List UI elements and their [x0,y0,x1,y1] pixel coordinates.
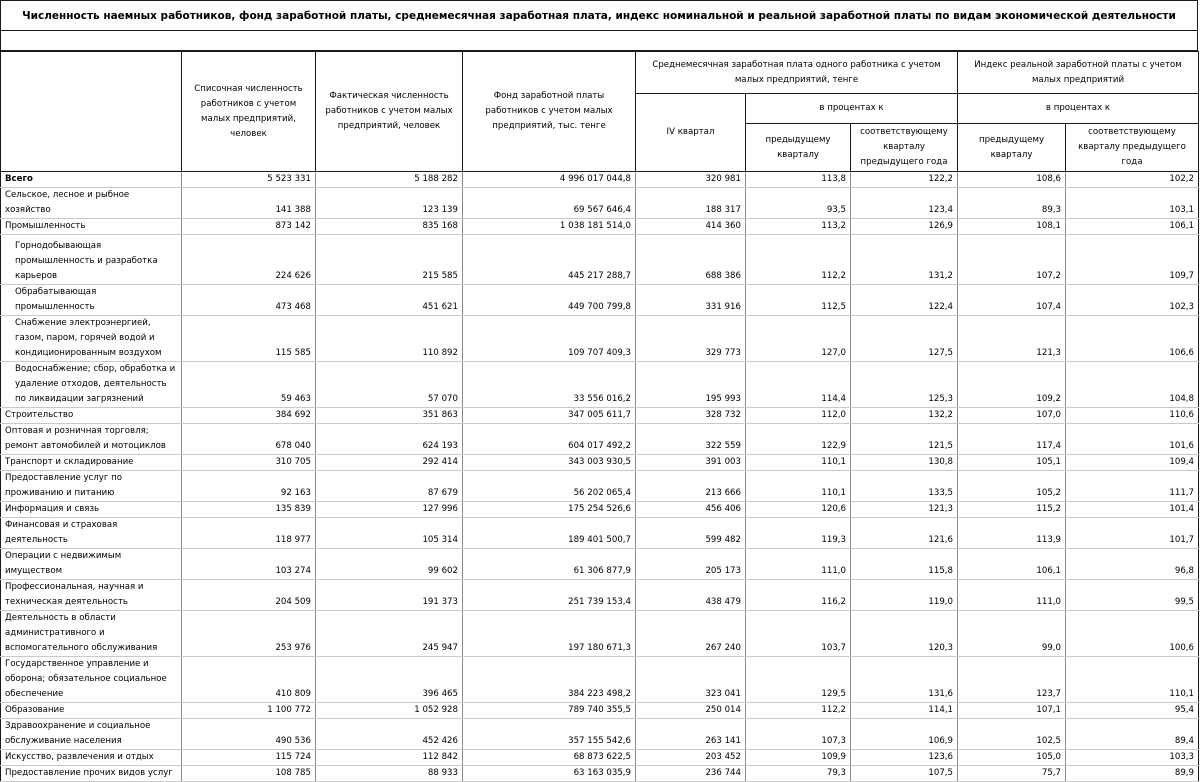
row-value-c2: 105 314 [316,518,463,549]
row-value-c6: 121,5 [851,424,958,455]
header-percent-to-real: в процентах к [958,94,1199,124]
row-value-c7: 105,0 [958,750,1066,766]
row-value-c8: 89,9 [1066,766,1199,782]
row-value-c7: 105,1 [958,455,1066,471]
row-value-c4: 236 744 [636,766,746,782]
row-activity-name: Информация и связь [1,502,182,518]
row-value-c2: 396 465 [316,657,463,703]
table-row [1,471,1199,502]
row-value-c2: 452 426 [316,719,463,750]
table-row [1,549,1199,580]
row-activity-name: Горнодобывающая промышленность и разработка карьеров [1,235,182,285]
header-payroll-fund: Фонд заработной платы работников с учетом малых предприятий, тыс. тенге [463,52,636,172]
row-value-c3: 33 556 016,2 [463,362,636,408]
row-value-c3: 4 996 017 044,8 [463,172,636,188]
row-value-c8: 109,4 [1066,455,1199,471]
row-value-c1: 384 692 [182,408,316,424]
row-value-c7: 111,0 [958,580,1066,611]
row-value-c5: 116,2 [746,580,851,611]
table-row [1,408,1199,424]
header-avg-wage-group: Среднемесячная заработная плата одного работника с учетом малых предприятий, тенге [636,52,958,94]
row-value-c8: 102,2 [1066,172,1199,188]
row-value-c2: 292 414 [316,455,463,471]
row-value-c4: 456 406 [636,502,746,518]
row-value-c4: 263 141 [636,719,746,750]
row-value-c6: 130,8 [851,455,958,471]
row-value-c3: 604 017 492,2 [463,424,636,455]
table-row [1,188,1199,219]
row-activity-name: Оптовая и розничная торговля; ремонт автомобилей и мотоциклов [1,424,182,455]
row-activity-name: Финансовая и страховая деятельность [1,518,182,549]
header-real-wage-group: Индекс реальной заработной платы с учетом малых предприятий [958,52,1199,94]
row-value-c5: 103,7 [746,611,851,657]
row-value-c7: 107,4 [958,285,1066,316]
row-value-c4: 328 732 [636,408,746,424]
row-value-c6: 123,4 [851,188,958,219]
row-value-c1: 59 463 [182,362,316,408]
row-value-c5: 110,1 [746,471,851,502]
header-percent-to: в процентах к [746,94,958,124]
row-value-c2: 123 139 [316,188,463,219]
spacer-row [0,31,1198,51]
row-activity-name: Искусство, развлечения и отдых [1,750,182,766]
row-value-c7: 102,5 [958,719,1066,750]
row-value-c6: 126,9 [851,219,958,235]
table-row [1,580,1199,611]
table-row [1,219,1199,235]
row-value-c6: 121,3 [851,502,958,518]
table-row [1,703,1199,719]
row-activity-name: Сельское, лесное и рыбное хозяйство [1,188,182,219]
row-value-c8: 103,1 [1066,188,1199,219]
row-value-c2: 110 892 [316,316,463,362]
row-value-c2: 351 863 [316,408,463,424]
row-value-c6: 131,2 [851,235,958,285]
row-value-c7: 99,0 [958,611,1066,657]
row-value-c6: 119,0 [851,580,958,611]
row-value-c7: 107,2 [958,235,1066,285]
table-row [1,285,1199,316]
row-value-c6: 121,6 [851,518,958,549]
row-value-c6: 133,5 [851,471,958,502]
row-value-c1: 410 809 [182,657,316,703]
row-value-c7: 106,1 [958,549,1066,580]
row-value-c1: 103 274 [182,549,316,580]
row-value-c4: 188 317 [636,188,746,219]
row-value-c3: 68 873 622,5 [463,750,636,766]
table-row [1,611,1199,657]
row-value-c3: 197 180 671,3 [463,611,636,657]
row-value-c4: 414 360 [636,219,746,235]
row-value-c8: 100,6 [1066,611,1199,657]
row-value-c5: 113,2 [746,219,851,235]
row-value-c2: 451 621 [316,285,463,316]
row-value-c5: 110,1 [746,455,851,471]
row-value-c5: 109,9 [746,750,851,766]
row-value-c7: 121,3 [958,316,1066,362]
table-row [1,172,1199,188]
row-value-c7: 117,4 [958,424,1066,455]
row-value-c7: 105,2 [958,471,1066,502]
table-row [1,316,1199,362]
row-value-c6: 132,2 [851,408,958,424]
row-value-c4: 320 981 [636,172,746,188]
row-value-c1: 115 585 [182,316,316,362]
row-value-c5: 107,3 [746,719,851,750]
row-value-c4: 205 173 [636,549,746,580]
row-value-c2: 245 947 [316,611,463,657]
header-prev-quarter: предыдущему кварталу [746,124,851,172]
row-activity-name: Строительство [1,408,182,424]
row-value-c5: 79,3 [746,766,851,782]
row-value-c2: 835 168 [316,219,463,235]
row-activity-name: Государственное управление и оборона; обязательное социальное обеспечение [1,657,182,703]
row-value-c1: 135 839 [182,502,316,518]
row-value-c4: 688 386 [636,235,746,285]
row-activity-name: Транспорт и складирование [1,455,182,471]
header-headcount: Списочная численность работников с учетом малых предприятий, человек [182,52,316,172]
row-value-c7: 109,2 [958,362,1066,408]
table-row [1,502,1199,518]
row-value-c6: 106,9 [851,719,958,750]
row-value-c8: 89,4 [1066,719,1199,750]
row-value-c5: 112,5 [746,285,851,316]
row-value-c8: 110,1 [1066,657,1199,703]
row-value-c7: 113,9 [958,518,1066,549]
row-value-c1: 115 724 [182,750,316,766]
row-value-c2: 57 070 [316,362,463,408]
row-value-c2: 87 679 [316,471,463,502]
row-value-c6: 122,2 [851,172,958,188]
row-value-c5: 113,8 [746,172,851,188]
row-value-c2: 127 996 [316,502,463,518]
row-value-c7: 123,7 [958,657,1066,703]
table-row [1,518,1199,549]
row-value-c8: 101,6 [1066,424,1199,455]
row-value-c1: 490 536 [182,719,316,750]
row-value-c7: 107,0 [958,408,1066,424]
row-value-c4: 329 773 [636,316,746,362]
row-activity-name: Образование [1,703,182,719]
row-value-c4: 213 666 [636,471,746,502]
row-value-c2: 88 933 [316,766,463,782]
row-value-c1: 108 785 [182,766,316,782]
table-row [1,766,1199,782]
table-header [1,52,1199,172]
row-value-c4: 323 041 [636,657,746,703]
row-value-c5: 129,5 [746,657,851,703]
row-value-c1: 92 163 [182,471,316,502]
row-activity-name: Деятельность в области административного и вспомогательного обслуживания [1,611,182,657]
row-value-c1: 5 523 331 [182,172,316,188]
row-value-c3: 357 155 542,6 [463,719,636,750]
header-real-same-quarter-prev-year: соответствующему кварталу предыдущего года [1066,124,1199,172]
row-activity-name: Предоставление услуг по проживанию и питанию [1,471,182,502]
row-value-c1: 473 468 [182,285,316,316]
wage-statistics-table [0,51,1199,782]
row-value-c6: 107,5 [851,766,958,782]
row-activity-name: Профессиональная, научная и техническая деятельность [1,580,182,611]
row-value-c2: 624 193 [316,424,463,455]
row-value-c3: 251 739 153,4 [463,580,636,611]
row-value-c8: 111,7 [1066,471,1199,502]
header-real-prev-quarter: предыдущему кварталу [958,124,1066,172]
row-activity-name: Водоснабжение; сбор, обработка и удаление отходов, деятельность по ликвидации загрязнений [1,362,182,408]
row-value-c4: 203 452 [636,750,746,766]
row-value-c3: 445 217 288,7 [463,235,636,285]
table-row [1,750,1199,766]
row-value-c8: 104,8 [1066,362,1199,408]
row-value-c5: 111,0 [746,549,851,580]
table-row [1,235,1199,285]
table-row [1,362,1199,408]
row-value-c2: 99 602 [316,549,463,580]
row-value-c1: 253 976 [182,611,316,657]
row-value-c5: 119,3 [746,518,851,549]
row-value-c5: 93,5 [746,188,851,219]
table-title: Численность наемных работников, фонд заработной платы, среднемесячная заработная плата, индекс номинальной и реальной заработной платы по видам экономической деятельности [0,0,1198,31]
header-empty-cell [1,52,182,172]
table-row [1,719,1199,750]
row-activity-name: Предоставление прочих видов услуг [1,766,182,782]
row-activity-name: Промышленность [1,219,182,235]
header-same-quarter-prev-year: соответствующему кварталу предыдущего года [851,124,958,172]
row-value-c3: 189 401 500,7 [463,518,636,549]
row-value-c7: 108,6 [958,172,1066,188]
table-row [1,657,1199,703]
row-activity-name: Обрабатывающая промышленность [1,285,182,316]
row-value-c6: 125,3 [851,362,958,408]
row-value-c1: 118 977 [182,518,316,549]
row-value-c4: 331 916 [636,285,746,316]
row-value-c5: 120,6 [746,502,851,518]
row-value-c2: 191 373 [316,580,463,611]
row-value-c1: 204 509 [182,580,316,611]
row-value-c2: 5 188 282 [316,172,463,188]
row-value-c4: 250 014 [636,703,746,719]
row-value-c6: 122,4 [851,285,958,316]
row-activity-name: Снабжение электроэнергией, газом, паром, горячей водой и кондиционированным воздухом [1,316,182,362]
row-value-c4: 438 479 [636,580,746,611]
row-value-c7: 115,2 [958,502,1066,518]
row-value-c8: 103,3 [1066,750,1199,766]
row-value-c7: 75,7 [958,766,1066,782]
row-value-c4: 391 003 [636,455,746,471]
row-value-c3: 789 740 355,5 [463,703,636,719]
row-value-c1: 1 100 772 [182,703,316,719]
row-value-c6: 131,6 [851,657,958,703]
table-row [1,424,1199,455]
row-value-c8: 101,4 [1066,502,1199,518]
row-value-c3: 69 567 646,4 [463,188,636,219]
row-value-c4: 267 240 [636,611,746,657]
row-value-c3: 449 700 799,8 [463,285,636,316]
table-body [1,172,1199,782]
row-value-c1: 310 705 [182,455,316,471]
row-activity-name: Здравоохранение и социальное обслуживание населения [1,719,182,750]
row-activity-name: Всего [1,172,182,188]
row-value-c3: 1 038 181 514,0 [463,219,636,235]
row-value-c8: 99,5 [1066,580,1199,611]
row-value-c2: 112 842 [316,750,463,766]
row-value-c5: 112,2 [746,703,851,719]
row-value-c5: 127,0 [746,316,851,362]
row-value-c1: 873 142 [182,219,316,235]
row-value-c3: 63 163 035,9 [463,766,636,782]
row-value-c7: 108,1 [958,219,1066,235]
row-value-c5: 114,4 [746,362,851,408]
row-value-c8: 96,8 [1066,549,1199,580]
row-value-c3: 109 707 409,3 [463,316,636,362]
header-actual-headcount: Фактическая численность работников с учетом малых предприятий, человек [316,52,463,172]
row-value-c5: 122,9 [746,424,851,455]
header-quarter: IV квартал [636,94,746,172]
row-value-c8: 102,3 [1066,285,1199,316]
row-value-c7: 107,1 [958,703,1066,719]
row-value-c3: 347 005 611,7 [463,408,636,424]
row-value-c2: 1 052 928 [316,703,463,719]
row-value-c3: 56 202 065,4 [463,471,636,502]
row-value-c4: 322 559 [636,424,746,455]
row-value-c4: 195 993 [636,362,746,408]
row-value-c8: 106,6 [1066,316,1199,362]
row-value-c3: 384 223 498,2 [463,657,636,703]
row-value-c1: 678 040 [182,424,316,455]
table-row [1,455,1199,471]
row-value-c6: 114,1 [851,703,958,719]
row-value-c7: 89,3 [958,188,1066,219]
row-value-c5: 112,2 [746,235,851,285]
row-value-c8: 109,7 [1066,235,1199,285]
row-value-c8: 101,7 [1066,518,1199,549]
row-value-c6: 120,3 [851,611,958,657]
row-value-c6: 123,6 [851,750,958,766]
row-value-c8: 95,4 [1066,703,1199,719]
row-value-c6: 127,5 [851,316,958,362]
row-value-c3: 61 306 877,9 [463,549,636,580]
row-value-c8: 110,6 [1066,408,1199,424]
row-value-c5: 112,0 [746,408,851,424]
row-value-c8: 106,1 [1066,219,1199,235]
row-value-c6: 115,8 [851,549,958,580]
row-activity-name: Операции с недвижимым имуществом [1,549,182,580]
row-value-c3: 343 003 930,5 [463,455,636,471]
row-value-c1: 224 626 [182,235,316,285]
row-value-c4: 599 482 [636,518,746,549]
row-value-c2: 215 585 [316,235,463,285]
row-value-c1: 141 388 [182,188,316,219]
row-value-c3: 175 254 526,6 [463,502,636,518]
